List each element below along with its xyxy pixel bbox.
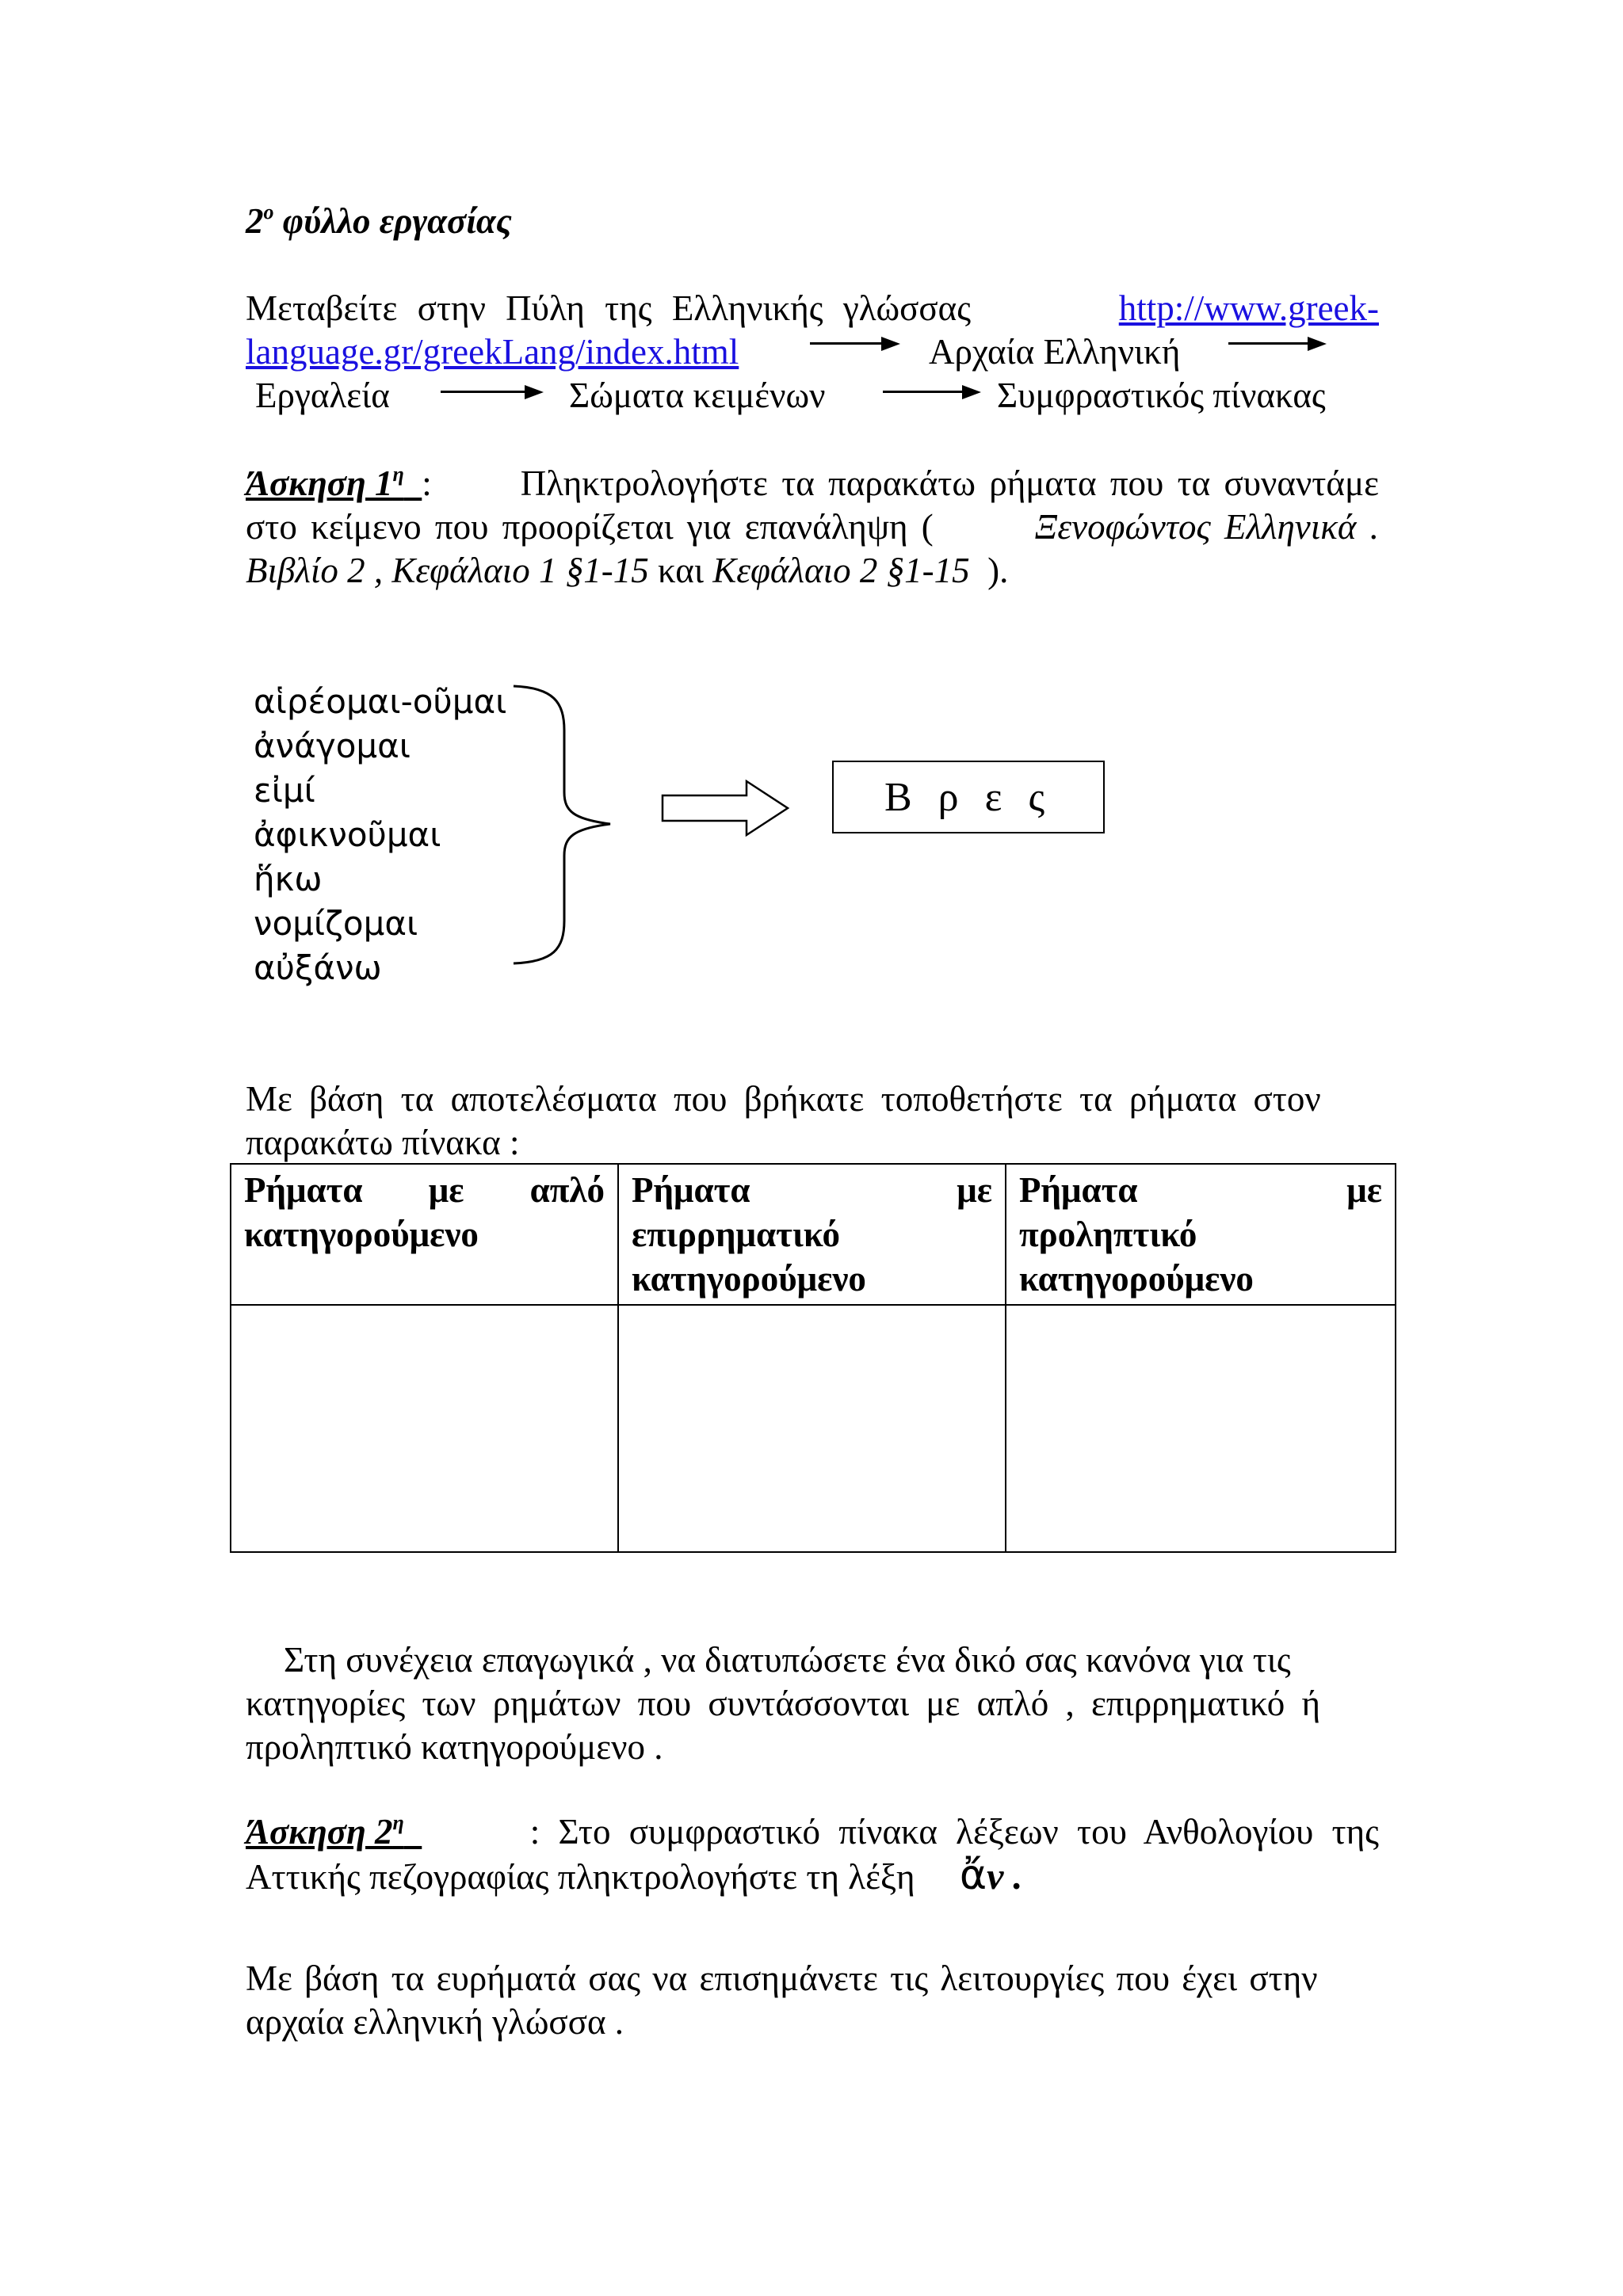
- title-text: φύλλο εργασίας: [282, 201, 512, 241]
- list-item: εἰμί: [254, 771, 315, 810]
- list-item: ἀνάγομαι: [254, 727, 411, 765]
- rule-paragraph: [246, 1638, 1379, 1769]
- rule-line-2: κατηγορίες των ρημάτων που συντάσσονται με απλό , επιρρηματικό ή: [246, 1684, 1321, 1723]
- exercise-1-instruction: Πληκτρολογήστε τα παρακάτω ρήματα που τα συναντάμε: [520, 463, 1379, 503]
- table-intro-text-2: παρακάτω πίνακα :: [246, 1123, 520, 1162]
- closing-line-1: Με βάση τα ευρήματά σας να επισημάνετε τις λειτουργίες που έχει στην: [246, 1958, 1318, 1998]
- table-intro: [246, 1077, 1379, 1165]
- list-item: αὐξάνω: [254, 948, 382, 987]
- title-number: 2: [246, 201, 264, 241]
- table-row: [231, 1305, 1396, 1552]
- exercise-1-closing: ).: [987, 551, 1009, 590]
- curly-brace-icon: [507, 683, 618, 968]
- intro-paragraph: [246, 287, 1379, 374]
- exercise-1: [246, 462, 1379, 593]
- closing-paragraph: [246, 1957, 1379, 2044]
- exercise-2-text: Αττικής πεζογραφίας πληκτρολογήστε τη λέξη: [246, 1857, 915, 1897]
- exercise-2-line-2: [246, 1854, 1379, 1899]
- table-header-row: [231, 1164, 1396, 1305]
- list-item: νομίζομαι: [254, 904, 418, 943]
- nav-step-ancient-greek: Αρχαία Ελληνική: [929, 332, 1181, 372]
- hollow-arrow-icon: [658, 776, 792, 840]
- table-intro-line-1: [246, 1077, 1379, 1121]
- portal-link-part1[interactable]: http://www.greek-: [1118, 288, 1379, 328]
- verb-classification-table: [230, 1163, 1396, 1553]
- table-intro-text: Με βάση τα αποτελέσματα που βρήκατε τοποθετήστε τα ρήματα στον: [246, 1079, 1321, 1119]
- intro-line-1: [246, 287, 1379, 330]
- exercise-2-instruction: : Στο συμφραστικό πίνακα λέξεων του Ανθολογίου της: [529, 1812, 1379, 1852]
- header-adverbial-predicate: Ρήματα με επιρρηματικό κατηγορούμενο: [618, 1164, 1006, 1305]
- exercise-1-book-ref: Βιβλίο 2 , Κεφάλαιο 1 §1-15: [246, 551, 649, 590]
- nav-step-concordance: Συμφραστικός πίνακας: [997, 376, 1326, 415]
- exercise-1-colon: :: [422, 463, 432, 503]
- exercise-1-label: Άσκηση $1^\eta$: [246, 463, 404, 503]
- exercise-1-line-2: [246, 505, 1379, 549]
- header-proleptic-predicate: Ρήματα με προληπτικό κατηγορούμενο: [1006, 1164, 1396, 1305]
- exercise-1-line-1: [246, 462, 1379, 505]
- list-item: ἀφικνοῦμαι: [254, 815, 441, 854]
- intro-line-2: [246, 330, 1379, 374]
- exercise-1-source: Ξενοφώντος Ελληνικά .: [1034, 507, 1379, 547]
- table-cell-simple[interactable]: [231, 1305, 618, 1552]
- rule-line-3: προληπτικό κατηγορούμενο .: [246, 1727, 663, 1767]
- table-cell-proleptic[interactable]: [1006, 1305, 1396, 1552]
- worksheet-title: [246, 200, 512, 243]
- exercise-1-text: στο κείμενο που προορίζεται για επανάληψη (: [246, 507, 934, 547]
- word-an-ending: ν .: [987, 1855, 1023, 1897]
- table-cell-adverbial[interactable]: [618, 1305, 1006, 1552]
- exercise-1-and: και: [658, 551, 704, 590]
- nav-step-text-corpora: Σώματα κειμένων: [569, 376, 826, 415]
- verb-list: [254, 680, 506, 990]
- nav-step-tools: Εργαλεία: [255, 376, 390, 415]
- exercise-1-chapter-ref: Κεφάλαιο 2 §1-15: [712, 551, 970, 590]
- exercise-2-line-1: [246, 1810, 1379, 1854]
- portal-link-part2[interactable]: language.gr/greekLang/index.html: [246, 332, 739, 372]
- list-item: ἥκω: [254, 860, 323, 898]
- intro-text: Μεταβείτε στην Πύλη της Ελληνικής γλώσσας: [246, 288, 972, 328]
- exercise-2: [246, 1810, 1379, 1899]
- list-item: αἱρέομαι-οῦμαι: [254, 682, 507, 721]
- title-superscript: ο: [263, 200, 274, 223]
- find-box: Β ρ ε ς: [832, 761, 1105, 833]
- rule-line-1: Στη συνέχεια επαγωγικά , να διατυπώσετε ένα δικό σας κανόνα για τις: [284, 1640, 1291, 1680]
- header-simple-predicate: Ρήματα με απλό κατηγορούμενο: [231, 1164, 618, 1305]
- closing-line-2: αρχαία ελληνική γλώσσα .: [246, 2002, 624, 2042]
- word-an: ἄ: [959, 1852, 987, 1899]
- exercise-1-line-3: [246, 549, 1379, 593]
- exercise-2-label: Άσκηση $2^\eta$: [246, 1811, 404, 1852]
